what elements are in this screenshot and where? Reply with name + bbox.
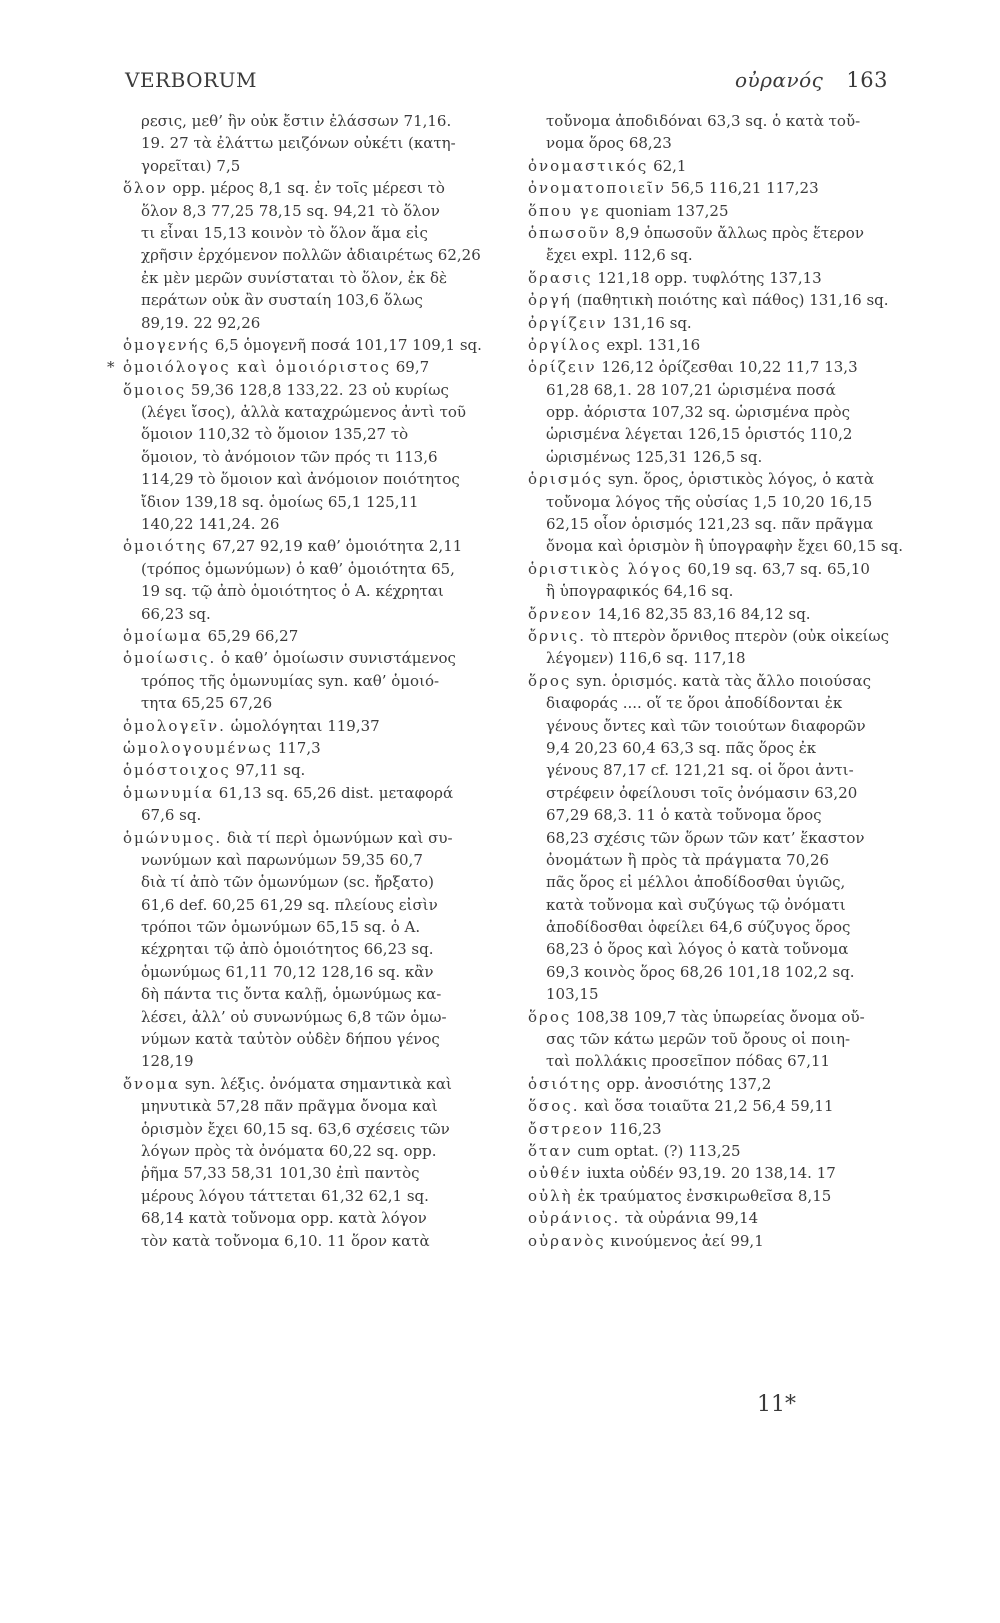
line-text: ὡρισμένως 125,31 126,5 sq. bbox=[546, 447, 763, 466]
line-text: νωνύμων καὶ παρωνύμων 59,35 60,7 bbox=[141, 850, 423, 869]
index-continuation-line bbox=[123, 1162, 519, 1184]
entry-references: κινούμενος ἀεί 99,1 bbox=[605, 1231, 764, 1250]
lemma: ὅρασις bbox=[528, 268, 593, 287]
index-continuation-line bbox=[123, 1006, 519, 1028]
line-text: γορεῖται) 7,5 bbox=[141, 156, 241, 175]
line-text: δὴ πάντα τις ὄντα καλῇ, ὁμωνύμως κα- bbox=[141, 985, 442, 1004]
index-continuation-line bbox=[123, 491, 519, 513]
entry-references: 116,23 bbox=[604, 1119, 662, 1138]
entry-references: syn. ὅρος, ὁριστικὸς λόγος, ὁ κατὰ bbox=[603, 470, 875, 489]
index-continuation-line bbox=[528, 871, 924, 893]
entry-references: 69,7 bbox=[390, 358, 430, 377]
left-column bbox=[107, 110, 519, 1252]
index-continuation-line bbox=[123, 132, 519, 154]
index-continuation-line bbox=[123, 110, 519, 132]
index-continuation-line bbox=[528, 782, 924, 804]
index-continuation-line bbox=[123, 603, 519, 625]
index-continuation-line bbox=[123, 1140, 519, 1162]
line-text: τὸν κατὰ τοὔνομα 6,10. 11 ὅρον κατὰ bbox=[141, 1231, 430, 1250]
line-text: ὀνομάτων ἢ πρὸς τὰ πράγματα 70,26 bbox=[546, 850, 830, 869]
index-continuation-line bbox=[123, 961, 519, 983]
index-continuation-line bbox=[123, 558, 519, 580]
entry-references: 14,16 82,35 83,16 84,12 sq. bbox=[592, 604, 811, 623]
entry-references: opp. μέρος 8,1 sq. ἐν τοῖς μέρεσι τὸ bbox=[167, 179, 445, 198]
line-text: (λέγει ἴσος), ἀλλὰ καταχρώμενος ἀντὶ τοῦ bbox=[141, 403, 467, 422]
index-continuation-line bbox=[123, 1050, 519, 1072]
index-entry-line bbox=[528, 558, 924, 580]
index-continuation-line bbox=[528, 849, 924, 871]
line-text: γένους 87,17 cf. 121,21 sq. οἱ ὅροι ἀντι- bbox=[546, 761, 854, 780]
lemma: οὐράνιος. bbox=[528, 1209, 621, 1228]
line-text: ὁμωνύμως 61,11 70,12 128,16 sq. κἂν bbox=[141, 962, 434, 981]
line-text: ὅλον 8,3 77,25 78,15 sq. 94,21 τὸ ὅλον bbox=[141, 201, 440, 220]
entry-references: iuxta οὐδέν 93,19. 20 138,14. 17 bbox=[582, 1164, 836, 1183]
asterisk-mark: * bbox=[107, 358, 115, 377]
lemma: ὁμολογεῖν. bbox=[123, 716, 226, 735]
index-continuation-line bbox=[123, 513, 519, 535]
index-entry-line bbox=[528, 468, 924, 490]
line-text: νομα ὅρος 68,23 bbox=[546, 134, 672, 153]
index-entry-line bbox=[528, 625, 924, 647]
line-text: τρόποι τῶν ὁμωνύμων 65,15 sq. ὁ Α. bbox=[141, 918, 421, 937]
index-continuation-line bbox=[123, 1118, 519, 1140]
entry-references: 8,9 ὁπωσοῦν ἄλλως πρὸς ἕτερον bbox=[610, 223, 864, 242]
index-entry-line bbox=[123, 782, 519, 804]
lemma: οὐλὴ bbox=[528, 1186, 573, 1205]
lemma: ὅρος bbox=[528, 671, 572, 690]
line-text: τι εἶναι 15,13 κοινὸν τὸ ὅλον ἅμα εἰς bbox=[141, 223, 428, 242]
index-continuation-line bbox=[528, 132, 924, 154]
page-number: 163 bbox=[846, 68, 888, 92]
lemma: ὄστρεον bbox=[528, 1119, 605, 1138]
lemma: ὅσος. bbox=[528, 1097, 580, 1116]
entry-references: 59,36 128,8 133,22. 23 οὐ κυρίως bbox=[186, 380, 449, 399]
line-text: 128,19 bbox=[141, 1052, 194, 1071]
lemma: ὁμόστοιχος bbox=[123, 761, 231, 780]
line-text: στρέφειν ὀφείλουσι τοῖς ὀνόμασιν 63,20 bbox=[546, 783, 858, 802]
entry-references: 131,16 sq. bbox=[607, 313, 692, 332]
line-text: ῥῆμα 57,33 58,31 101,30 ἐπὶ παντὸς bbox=[141, 1164, 420, 1183]
index-continuation-line bbox=[528, 692, 924, 714]
running-header bbox=[125, 62, 888, 102]
index-entry-line bbox=[123, 759, 519, 781]
line-text: 114,29 τὸ ὅμοιον καὶ ἀνόμοιον ποιότητος bbox=[141, 470, 460, 489]
index-continuation-line bbox=[123, 312, 519, 334]
lemma: ὁρίζειν bbox=[528, 358, 597, 377]
line-text: 19. 27 τὰ ἐλάττω μειζόνων οὐκέτι (κατη- bbox=[141, 134, 456, 153]
index-continuation-line bbox=[528, 961, 924, 983]
line-text: ἴδιον 139,18 sq. ὁμοίως 65,1 125,11 bbox=[141, 492, 419, 511]
line-text: διαφοράς .... οἵ τε ὅροι ἀποδίδονται ἐκ bbox=[546, 694, 843, 713]
entry-references: ὁ καθ’ ὁμοίωσιν συνιστάμενος bbox=[216, 649, 456, 668]
line-text: opp. ἀόριστα 107,32 sq. ὡρισμένα πρὸς bbox=[546, 403, 850, 422]
line-text: 67,29 68,3. 11 ὁ κατὰ τοὔνομα ὅρος bbox=[546, 806, 822, 825]
line-text: λέγομεν) 116,6 sq. 117,18 bbox=[546, 649, 746, 668]
index-entry-line bbox=[528, 1162, 924, 1184]
entry-references: ὡμολόγηται 119,37 bbox=[225, 716, 380, 735]
line-text: ρεσις, μεθ’ ἣν οὐκ ἔστιν ἐλάσσων 71,16. bbox=[141, 112, 452, 130]
line-text: (τρόπος ὁμωνύμων) ὁ καθ’ ὁμοιότητα 65, bbox=[141, 559, 455, 578]
index-continuation-line bbox=[123, 916, 519, 938]
index-entry-line bbox=[528, 1095, 924, 1117]
line-text: μέρους λόγου τάττεται 61,32 62,1 sq. bbox=[141, 1186, 429, 1205]
lemma: οὐρανὸς bbox=[528, 1231, 606, 1250]
index-continuation-line bbox=[123, 580, 519, 602]
line-text: ἔχει expl. 112,6 sq. bbox=[546, 246, 693, 265]
line-text: 69,3 κοινὸς ὅρος 68,26 101,18 102,2 sq. bbox=[546, 962, 855, 981]
entry-references: syn. λέξις. ὀνόματα σημαντικὰ καὶ bbox=[180, 1074, 452, 1093]
entry-references: 56,5 116,21 117,23 bbox=[665, 179, 819, 198]
line-text: 66,23 sq. bbox=[141, 604, 211, 623]
entry-references: 60,19 sq. 63,7 sq. 65,10 bbox=[682, 559, 870, 578]
lemma: ὀνομαστικός bbox=[528, 156, 649, 175]
index-continuation-line bbox=[528, 535, 924, 557]
index-continuation-line bbox=[123, 692, 519, 714]
index-entry-line bbox=[123, 715, 519, 737]
index-continuation-line bbox=[528, 894, 924, 916]
index-continuation-line bbox=[528, 580, 924, 602]
line-text: ἐκ μὲν μερῶν συνίσταται τὸ ὅλον, ἐκ δὲ bbox=[141, 268, 448, 287]
line-text: μηνυτικὰ 57,28 πᾶν πρᾶγμα ὄνομα καὶ bbox=[141, 1097, 438, 1116]
lemma: οὐθέν bbox=[528, 1164, 583, 1183]
entry-references: καὶ ὅσα τοιαῦτα 21,2 56,4 59,11 bbox=[579, 1097, 834, 1116]
index-continuation-line bbox=[123, 983, 519, 1005]
entry-references: 65,29 66,27 bbox=[202, 626, 299, 645]
lemma: ὁπωσοῦν bbox=[528, 223, 611, 242]
index-continuation-line bbox=[528, 759, 924, 781]
index-continuation-line bbox=[123, 1185, 519, 1207]
lemma: ὀργίζειν bbox=[528, 313, 608, 332]
index-entry-line bbox=[528, 670, 924, 692]
lemma: ὀργή bbox=[528, 291, 572, 310]
index-entry-line bbox=[528, 1140, 924, 1162]
lemma: ὄνομα bbox=[123, 1074, 181, 1093]
index-continuation-line bbox=[123, 1230, 519, 1252]
index-entry-line bbox=[528, 356, 924, 378]
lemma: ὄρνεον bbox=[528, 604, 593, 623]
entry-references: 126,12 ὁρίζεσθαι 10,22 11,7 13,3 bbox=[596, 358, 858, 377]
index-continuation-line bbox=[123, 1028, 519, 1050]
line-text: κατὰ τοὔνομα καὶ συζύγως τῷ ὀνόματι bbox=[546, 895, 846, 914]
entry-references: διὰ τί περὶ ὁμωνύμων καὶ συ- bbox=[222, 828, 453, 847]
line-text: λέσει, ἀλλ’ οὐ συνωνύμως 6,8 τῶν ὁμω- bbox=[141, 1007, 447, 1026]
index-continuation-line bbox=[528, 983, 924, 1005]
index-continuation-line bbox=[123, 849, 519, 871]
lemma: ὁμογενής bbox=[123, 335, 211, 354]
line-text: 9,4 20,23 60,4 63,3 sq. πᾶς ὅρος ἐκ bbox=[546, 738, 817, 757]
lemma: ὁμοίωσις. bbox=[123, 649, 217, 668]
line-text: κέχρηται τῷ ἀπὸ ὁμοιότητος 66,23 sq. bbox=[141, 940, 434, 959]
index-continuation-line bbox=[528, 446, 924, 468]
line-text: 103,15 bbox=[546, 985, 599, 1004]
line-text: ὁρισμὸν ἔχει 60,15 sq. 63,6 σχέσεις τῶν bbox=[141, 1119, 450, 1138]
index-continuation-line bbox=[528, 379, 924, 401]
line-text: περάτων οὐκ ἂν συσταίη 103,6 ὅλως bbox=[141, 291, 423, 310]
lemma: ὄρνις. bbox=[528, 626, 587, 645]
index-continuation-line bbox=[123, 423, 519, 445]
entry-references: syn. ὁρισμός. κατὰ τὰς ἄλλο ποιούσας bbox=[571, 671, 872, 690]
entry-references: ἐκ τραύματος ἐνσκιρωθεῖσα 8,15 bbox=[572, 1186, 832, 1205]
line-text: χρῆσιν ἐρχόμενον πολλῶν ἀδιαιρέτως 62,26 bbox=[141, 246, 481, 265]
line-text: πᾶς ὅρος εἰ μέλλοι ἀποδίδοσθαι ὑγιῶς, bbox=[546, 873, 846, 892]
index-continuation-line bbox=[528, 647, 924, 669]
lemma: ὁμοιότης bbox=[123, 537, 208, 556]
index-entry-line bbox=[123, 177, 519, 199]
line-text: 68,14 κατὰ τοὔνομα opp. κατὰ λόγον bbox=[141, 1209, 427, 1228]
index-continuation-line bbox=[123, 1207, 519, 1229]
lemma: ὅταν bbox=[528, 1141, 573, 1160]
line-text: τητα 65,25 67,26 bbox=[141, 694, 273, 713]
line-text: νύμων κατὰ ταὐτὸν οὐδὲν δήπου γένος bbox=[141, 1030, 440, 1049]
entry-references: 121,18 opp. τυφλότης 137,13 bbox=[592, 268, 822, 287]
line-text: ἢ ὑπογραφικός 64,16 sq. bbox=[546, 582, 734, 601]
index-continuation-line bbox=[528, 513, 924, 535]
entry-references: 97,11 sq. bbox=[230, 761, 306, 780]
index-continuation-line bbox=[123, 155, 519, 177]
lemma: ὁμοίωμα bbox=[123, 626, 203, 645]
line-text: ὡρισμένα λέγεται 126,15 ὁριστός 110,2 bbox=[546, 425, 853, 444]
entry-references: τὰ οὐράνια 99,14 bbox=[620, 1209, 759, 1228]
line-text: 89,19. 22 92,26 bbox=[141, 313, 261, 332]
index-entry-line bbox=[528, 1207, 924, 1229]
index-entry-line bbox=[528, 1006, 924, 1028]
right-column bbox=[528, 110, 924, 1252]
entry-references: τὸ πτερὸν ὄρνιθος πτερὸν (οὐκ οἰκείως bbox=[586, 626, 890, 645]
index-continuation-line bbox=[528, 938, 924, 960]
index-continuation-line bbox=[528, 737, 924, 759]
index-continuation-line bbox=[123, 200, 519, 222]
entry-references: 67,27 92,19 καθ’ ὁμοιότητα 2,11 bbox=[207, 537, 463, 556]
line-text: ὄνομα καὶ ὁρισμὸν ἢ ὑπογραφὴν ἔχει 60,15 sq. bbox=[546, 537, 904, 556]
index-entry-line bbox=[123, 737, 519, 759]
lemma: ὅπου γε bbox=[528, 201, 601, 220]
index-entry-line bbox=[123, 625, 519, 647]
line-text: τοὔνομα ἀποδιδόναι 63,3 sq. ὁ κατὰ τοὔ- bbox=[546, 112, 861, 130]
index-entry-line bbox=[528, 312, 924, 334]
index-continuation-line bbox=[528, 827, 924, 849]
index-entry-line bbox=[528, 222, 924, 244]
line-text: τρόπος τῆς ὁμωνυμίας syn. καθ’ ὁμοιό- bbox=[141, 671, 440, 690]
line-text: λόγων πρὸς τὰ ὀνόματα 60,22 sq. opp. bbox=[141, 1141, 437, 1160]
index-entry-line bbox=[528, 200, 924, 222]
line-text: γένους ὄντες καὶ τῶν τοιούτων διαφορῶν bbox=[546, 716, 866, 735]
line-text: 68,23 ὁ ὅρος καὶ λόγος ὁ κατὰ τοὔνομα bbox=[546, 940, 849, 959]
line-text: ὅμοιον, τὸ ἀνόμοιον τῶν πρός τι 113,6 bbox=[141, 447, 438, 466]
line-text: 61,28 68,1. 28 107,21 ὡρισμένα ποσά bbox=[546, 380, 836, 399]
index-continuation-line bbox=[123, 244, 519, 266]
signature-mark: 11* bbox=[757, 1392, 796, 1417]
lemma: ὁμώνυμος. bbox=[123, 828, 223, 847]
lemma: ὡμολογουμένως bbox=[123, 738, 273, 757]
line-text: διὰ τί ἀπὸ τῶν ὁμωνύμων (sc. ἤρξατο) bbox=[141, 873, 434, 892]
index-continuation-line bbox=[528, 804, 924, 826]
index-entry-line bbox=[123, 334, 519, 356]
index-continuation-line bbox=[528, 423, 924, 445]
index-continuation-line bbox=[123, 222, 519, 244]
lemma: ὀνοματοποιεῖν bbox=[528, 179, 666, 198]
index-entry-line bbox=[123, 827, 519, 849]
index-continuation-line bbox=[528, 491, 924, 513]
index-entry-line bbox=[528, 155, 924, 177]
index-continuation-line bbox=[123, 289, 519, 311]
entry-references: 108,38 109,7 τὰς ὑπωρείας ὄνομα οὔ- bbox=[571, 1007, 865, 1026]
entry-references: expl. 131,16 bbox=[601, 335, 701, 354]
entry-references: (παθητικὴ ποιότης καὶ πάθος) 131,16 sq. bbox=[571, 291, 889, 310]
index-continuation-line bbox=[123, 1095, 519, 1117]
lemma: ὁμοιόλογος καὶ ὁμοιόριστος bbox=[123, 358, 391, 377]
index-entry-line bbox=[528, 334, 924, 356]
index-continuation-line bbox=[123, 894, 519, 916]
index-continuation-line bbox=[528, 244, 924, 266]
line-text: ἀποδίδοσθαι ὀφείλει 64,6 σύζυγος ὅρος bbox=[546, 918, 851, 937]
index-continuation-line bbox=[528, 1050, 924, 1072]
index-continuation-line bbox=[123, 267, 519, 289]
index-continuation-line bbox=[123, 670, 519, 692]
lemma: ὁμωνυμία bbox=[123, 783, 215, 802]
entry-references: 62,1 bbox=[648, 156, 687, 175]
entry-references: cum optat. (?) 113,25 bbox=[572, 1141, 741, 1160]
index-continuation-line bbox=[123, 804, 519, 826]
index-entry-line bbox=[528, 603, 924, 625]
index-continuation-line bbox=[123, 871, 519, 893]
line-text: 61,6 def. 60,25 61,29 sq. πλείους εἰσὶν bbox=[141, 895, 438, 914]
index-entry-line bbox=[123, 647, 519, 669]
line-text: 68,23 σχέσις τῶν ὅρων τῶν κατ’ ἕκαστον bbox=[546, 828, 865, 847]
index-continuation-line bbox=[528, 715, 924, 737]
index-continuation-line bbox=[528, 110, 924, 132]
running-head-left: VERBORUM bbox=[125, 68, 257, 92]
lemma: ὅμοιος bbox=[123, 380, 187, 399]
entry-references: 61,13 sq. 65,26 dist. μεταφορά bbox=[214, 783, 454, 802]
index-entry-line bbox=[528, 289, 924, 311]
lemma: ὁσιότης bbox=[528, 1074, 602, 1093]
line-text: ταὶ πολλάκις προσεῖπον πόδας 67,11 bbox=[546, 1052, 831, 1071]
index-entry-line bbox=[123, 379, 519, 401]
index-entry-line bbox=[528, 177, 924, 199]
index-continuation-line bbox=[123, 468, 519, 490]
entry-references: opp. ἀνοσιότης 137,2 bbox=[601, 1074, 772, 1093]
index-entry-line bbox=[107, 356, 519, 378]
lemma: ὁρισμός bbox=[528, 470, 604, 489]
index-entry-line bbox=[528, 1230, 924, 1252]
line-text: σας τῶν κάτω μερῶν τοῦ ὄρους οἱ ποιη- bbox=[546, 1030, 851, 1049]
entry-references: 6,5 ὁμογενῆ ποσά 101,17 109,1 sq. bbox=[210, 335, 482, 354]
lemma: ὀργίλος bbox=[528, 335, 602, 354]
lemma: ὁριστικὸς λόγος bbox=[528, 559, 683, 578]
index-entry-line bbox=[528, 1073, 924, 1095]
lemma: ὅλον bbox=[123, 179, 168, 198]
line-text: 19 sq. τῷ ἀπὸ ὁμοιότητος ὁ Α. κέχρηται bbox=[141, 582, 444, 601]
line-text: 67,6 sq. bbox=[141, 806, 202, 825]
index-continuation-line bbox=[528, 401, 924, 423]
line-text: τοὔνομα λόγος τῆς οὐσίας 1,5 10,20 16,15 bbox=[546, 492, 873, 511]
entry-references: 117,3 bbox=[272, 738, 321, 757]
index-continuation-line bbox=[123, 938, 519, 960]
index-continuation-line bbox=[123, 401, 519, 423]
entry-references: quoniam 137,25 bbox=[600, 201, 729, 220]
line-text: 140,22 141,24. 26 bbox=[141, 515, 280, 534]
index-entry-line bbox=[528, 1118, 924, 1140]
lemma: ὅρος bbox=[528, 1007, 572, 1026]
line-text: ὅμοιον 110,32 τὸ ὅμοιον 135,27 τὸ bbox=[141, 425, 409, 444]
line-text: 62,15 οἷον ὁρισμός 121,23 sq. πᾶν πρᾶγμα bbox=[546, 515, 874, 534]
running-head-keyword: οὐρανός bbox=[735, 68, 824, 92]
index-continuation-line bbox=[528, 1028, 924, 1050]
index-entry-line bbox=[123, 535, 519, 557]
index-entry-line bbox=[528, 267, 924, 289]
index-entry-line bbox=[123, 1073, 519, 1095]
index-continuation-line bbox=[123, 446, 519, 468]
index-entry-line bbox=[528, 1185, 924, 1207]
index-continuation-line bbox=[528, 916, 924, 938]
